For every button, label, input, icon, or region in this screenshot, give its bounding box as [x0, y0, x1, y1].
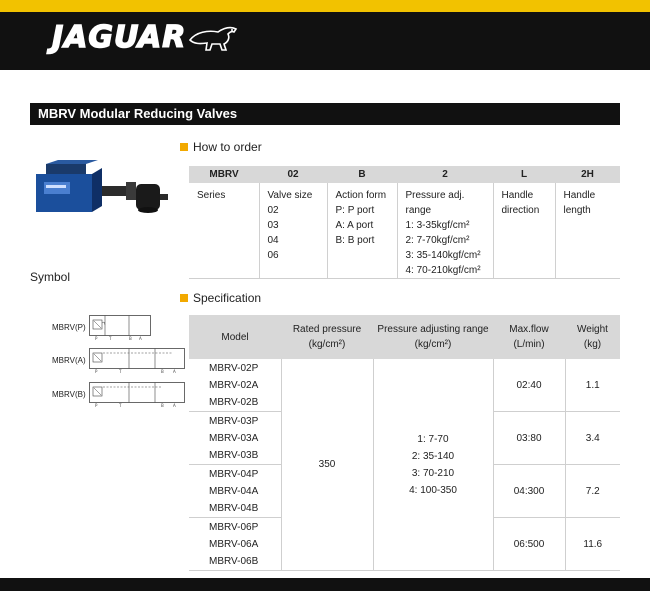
valve-product-image — [36, 160, 176, 226]
spec-header-adj-range: Pressure adjusting range (kg/cm²) — [373, 315, 493, 359]
bullet-square-icon — [180, 143, 188, 151]
svg-text:A: A — [173, 403, 176, 408]
symbol-label: MBRV(A) — [52, 355, 86, 365]
page-title: MBRV Modular Reducing Valves — [38, 106, 238, 121]
max-flow-cell: 04:300 — [493, 465, 565, 518]
max-flow-cell: 02:40 — [493, 359, 565, 412]
spec-header-rated-pressure: Rated pressure (kg/cm²) — [281, 315, 373, 359]
hydraulic-symbol-icon — [89, 346, 185, 374]
hydraulic-symbol-icon — [89, 313, 151, 341]
symbol-heading: Symbol — [30, 270, 71, 284]
symbol-row — [52, 346, 185, 374]
weight-cell: 11.6 — [565, 518, 620, 571]
footer-bar — [0, 578, 650, 591]
svg-text:T: T — [109, 336, 112, 341]
symbol-label: MBRV(P) — [52, 322, 86, 332]
model-cell: MBRV-03P MBRV-03A MBRV-03B — [189, 412, 281, 465]
max-flow-cell: 03:80 — [493, 412, 565, 465]
svg-text:P: P — [95, 403, 98, 408]
table-row — [189, 359, 620, 412]
model-cell: MBRV-04P MBRV-04A MBRV-04B — [189, 465, 281, 518]
model-cell: MBRV-06P MBRV-06A MBRV-06B — [189, 518, 281, 571]
order-cell: Pressure adj. range 1: 3-35kgf/cm² 2: 7-70kgf/cm² 3: 35-140kgf/cm² 4: 70-210kgf/cm² — [397, 183, 493, 279]
jaguar-icon — [188, 22, 240, 52]
order-col-code: MBRV — [189, 166, 259, 183]
weight-cell: 7.2 — [565, 465, 620, 518]
symbol-row — [52, 313, 151, 341]
svg-text:P: P — [95, 369, 98, 374]
order-col-code: 02 — [259, 166, 327, 183]
svg-text:A: A — [139, 336, 142, 341]
spec-header-max-flow: Max.flow (L/min) — [493, 315, 565, 359]
rated-pressure-cell: 350 — [281, 359, 373, 571]
symbol-row — [52, 380, 185, 408]
svg-text:A: A — [173, 369, 176, 374]
hydraulic-symbol-icon — [89, 380, 185, 408]
order-cell: Handle length — [555, 183, 620, 279]
specification-table — [189, 315, 620, 571]
order-col-code: B — [327, 166, 397, 183]
brand-logo[interactable] — [52, 20, 240, 54]
order-cell: Series — [189, 183, 259, 279]
specification-heading: Specification — [180, 291, 261, 305]
weight-cell: 3.4 — [565, 412, 620, 465]
logo-text: JAGUAR — [52, 19, 187, 55]
page-title-bar — [30, 103, 620, 125]
how-to-order-table — [189, 166, 620, 279]
spec-header-model: Model — [189, 315, 281, 359]
order-cell: Handle direction — [493, 183, 555, 279]
order-col-code: 2 — [397, 166, 493, 183]
order-col-code: 2H — [555, 166, 620, 183]
order-cell: Valve size 02 03 04 06 — [259, 183, 327, 279]
svg-text:P: P — [95, 336, 98, 341]
order-cell: Action form P: P port A: A port B: B port — [327, 183, 397, 279]
symbol-label: MBRV(B) — [52, 389, 86, 399]
how-to-order-heading: How to order — [180, 140, 262, 154]
max-flow-cell: 06:500 — [493, 518, 565, 571]
top-accent-bar — [0, 0, 650, 12]
bullet-square-icon — [180, 294, 188, 302]
model-cell: MBRV-02P MBRV-02A MBRV-02B — [189, 359, 281, 412]
svg-text:B: B — [129, 336, 132, 341]
svg-text:T: T — [119, 369, 122, 374]
svg-text:T: T — [119, 403, 122, 408]
spec-header-weight: Weight (kg) — [565, 315, 620, 359]
svg-text:B: B — [161, 369, 164, 374]
weight-cell: 1.1 — [565, 359, 620, 412]
order-col-code: L — [493, 166, 555, 183]
adj-range-cell: 1: 7-70 2: 35-140 3: 70-210 4: 100-350 — [373, 359, 493, 571]
svg-text:B: B — [161, 403, 164, 408]
